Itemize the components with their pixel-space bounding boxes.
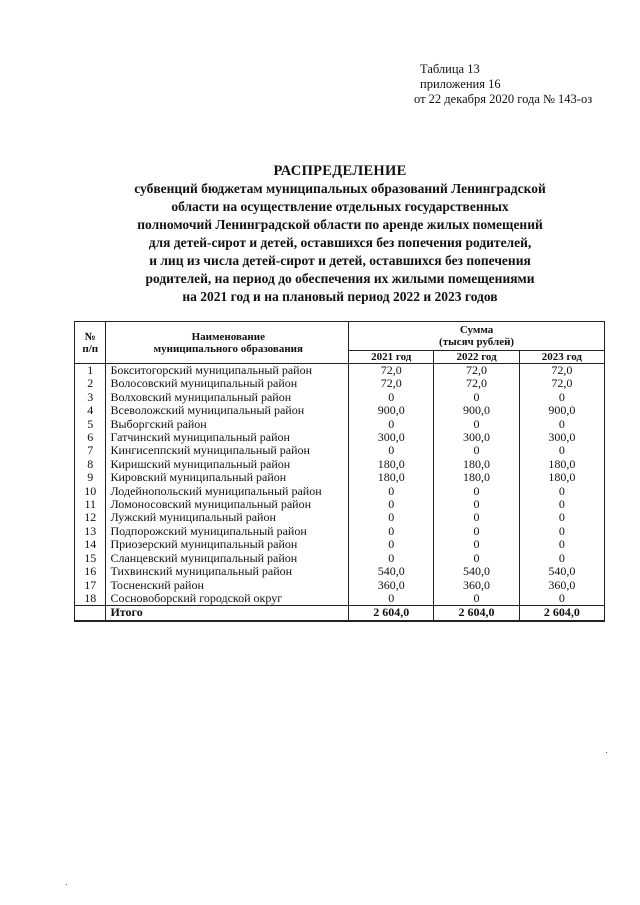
header-name-line1: Наименование (191, 330, 265, 343)
row-number: 17 (75, 579, 106, 592)
value-2022: 0 (434, 552, 519, 565)
row-number: 15 (75, 552, 106, 565)
value-2023: 300,0 (519, 431, 604, 444)
municipality-name: Подпорожский муниципальный район (106, 525, 349, 538)
reference-law-date: от 22 декабря 2020 года № 143-оз (414, 92, 593, 106)
total-row (75, 606, 605, 621)
value-2023: 540,0 (519, 565, 604, 578)
scan-speck (606, 752, 607, 753)
value-2021: 180,0 (349, 458, 434, 471)
row-number: 16 (75, 565, 106, 578)
title-line: на 2021 год и на плановый период 2022 и 2023 годов (182, 289, 498, 304)
total-2022: 2 604,0 (434, 606, 519, 621)
table-row (75, 565, 605, 578)
header-year-2022: 2022 год (434, 351, 519, 364)
table-row (75, 552, 605, 565)
title-heading: РАСПРЕДЕЛЕНИЕ (273, 163, 407, 179)
municipality-name: Ломоносовский муниципальный район (106, 498, 349, 511)
title-line: для детей-сирот и детей, оставшихся без попечения родителей, (148, 235, 532, 250)
row-number: 8 (75, 458, 106, 471)
value-2022: 0 (434, 418, 519, 431)
total-number-cell (75, 606, 106, 621)
municipality-name: Гатчинский муниципальный район (106, 431, 349, 444)
municipality-name: Лодейнопольский муниципальный район (106, 485, 349, 498)
reference-table-number: Таблица 13 (420, 62, 480, 76)
table-row (75, 592, 605, 606)
title-line: родителей, на период до обеспечения их жилыми помещениями (145, 271, 535, 286)
table-row (75, 485, 605, 498)
municipality-name: Бокситогорский муниципальный район (106, 364, 349, 378)
municipality-name: Волховский муниципальный район (106, 391, 349, 404)
municipality-name: Выборгский район (106, 418, 349, 431)
row-number: 18 (75, 592, 106, 606)
table-reference (414, 62, 592, 107)
value-2023: 0 (519, 525, 604, 538)
title-line: области на осуществление отдельных государственных (171, 199, 509, 214)
value-2021: 0 (349, 498, 434, 511)
value-2023: 0 (519, 538, 604, 551)
table-row (75, 431, 605, 444)
value-2022: 0 (434, 498, 519, 511)
value-2021: 0 (349, 525, 434, 538)
table-row (75, 444, 605, 457)
value-2021: 0 (349, 538, 434, 551)
value-2022: 180,0 (434, 471, 519, 484)
value-2023: 72,0 (519, 377, 604, 390)
document-title (80, 162, 600, 306)
value-2023: 900,0 (519, 404, 604, 417)
header-number-sign: № (84, 330, 96, 343)
header-number-label: п/п (82, 342, 99, 355)
municipality-name: Волосовский муниципальный район (106, 377, 349, 390)
value-2022: 300,0 (434, 431, 519, 444)
value-2021: 0 (349, 485, 434, 498)
table-row (75, 458, 605, 471)
value-2023: 0 (519, 418, 604, 431)
municipality-name: Кингисеппский муниципальный район (106, 444, 349, 457)
row-number: 1 (75, 364, 106, 378)
total-2023: 2 604,0 (519, 606, 604, 621)
value-2023: 0 (519, 552, 604, 565)
value-2022: 0 (434, 485, 519, 498)
table-row (75, 498, 605, 511)
municipality-name: Приозерский муниципальный район (106, 538, 349, 551)
value-2022: 0 (434, 444, 519, 457)
subvention-table (74, 321, 605, 622)
value-2023: 0 (519, 592, 604, 606)
header-sum-unit: (тысяч рублей) (439, 336, 515, 348)
row-number: 3 (75, 391, 106, 404)
municipality-name: Кировский муниципальный район (106, 471, 349, 484)
value-2022: 900,0 (434, 404, 519, 417)
municipality-name: Сланцевский муниципальный район (106, 552, 349, 565)
value-2021: 300,0 (349, 431, 434, 444)
value-2023: 0 (519, 498, 604, 511)
value-2021: 0 (349, 444, 434, 457)
header-year-2021: 2021 год (349, 351, 434, 364)
table-row (75, 418, 605, 431)
value-2023: 0 (519, 485, 604, 498)
total-2021: 2 604,0 (349, 606, 434, 621)
value-2022: 72,0 (434, 364, 519, 378)
value-2023: 0 (519, 511, 604, 524)
value-2023: 72,0 (519, 364, 604, 378)
row-number: 5 (75, 418, 106, 431)
title-line: и лиц из числа детей-сирот и детей, оставшихся без попечения (149, 253, 531, 268)
municipality-name: Сосновоборский городской округ (106, 592, 349, 606)
header-sum-label: Сумма (459, 324, 494, 336)
table-row (75, 377, 605, 390)
value-2021: 0 (349, 418, 434, 431)
header-name-line2: муниципального образования (153, 342, 303, 355)
value-2022: 0 (434, 525, 519, 538)
value-2023: 0 (519, 391, 604, 404)
title-line: субвенций бюджетам муниципальных образований Ленинградской (134, 181, 546, 196)
value-2022: 0 (434, 538, 519, 551)
value-2022: 360,0 (434, 579, 519, 592)
header-sum (349, 322, 605, 351)
municipality-name: Киришский муниципальный район (106, 458, 349, 471)
reference-appendix: приложения 16 (420, 77, 501, 91)
value-2021: 360,0 (349, 579, 434, 592)
value-2021: 0 (349, 552, 434, 565)
municipality-name: Тосненский район (106, 579, 349, 592)
value-2021: 540,0 (349, 565, 434, 578)
table-row (75, 404, 605, 417)
table-row (75, 538, 605, 551)
value-2021: 0 (349, 511, 434, 524)
row-number: 14 (75, 538, 106, 551)
row-number: 9 (75, 471, 106, 484)
header-name (106, 322, 349, 364)
value-2022: 0 (434, 391, 519, 404)
table-row (75, 511, 605, 524)
value-2021: 72,0 (349, 364, 434, 378)
value-2023: 180,0 (519, 471, 604, 484)
value-2022: 0 (434, 511, 519, 524)
header-number (75, 322, 106, 364)
row-number: 10 (75, 485, 106, 498)
table-row (75, 525, 605, 538)
municipality-name: Всеволожский муниципальный район (106, 404, 349, 417)
row-number: 4 (75, 404, 106, 417)
value-2022: 180,0 (434, 458, 519, 471)
value-2023: 360,0 (519, 579, 604, 592)
value-2021: 180,0 (349, 471, 434, 484)
value-2021: 72,0 (349, 377, 434, 390)
value-2023: 180,0 (519, 458, 604, 471)
total-label: Итого (106, 606, 349, 621)
row-number: 12 (75, 511, 106, 524)
municipality-name: Тихвинский муниципальный район (106, 565, 349, 578)
row-number: 6 (75, 431, 106, 444)
table-row (75, 471, 605, 484)
value-2023: 0 (519, 444, 604, 457)
table-row (75, 579, 605, 592)
value-2021: 0 (349, 391, 434, 404)
table-row (75, 391, 605, 404)
value-2022: 0 (434, 592, 519, 606)
value-2022: 540,0 (434, 565, 519, 578)
row-number: 7 (75, 444, 106, 457)
row-number: 11 (75, 498, 106, 511)
row-number: 2 (75, 377, 106, 390)
value-2021: 900,0 (349, 404, 434, 417)
title-line: полномочий Ленинградской области по аренде жилых помещений (137, 217, 543, 232)
table-row (75, 364, 605, 378)
value-2022: 72,0 (434, 377, 519, 390)
row-number: 13 (75, 525, 106, 538)
scan-speck (66, 884, 67, 885)
municipality-name: Лужский муниципальный район (106, 511, 349, 524)
header-year-2023: 2023 год (519, 351, 604, 364)
value-2021: 0 (349, 592, 434, 606)
